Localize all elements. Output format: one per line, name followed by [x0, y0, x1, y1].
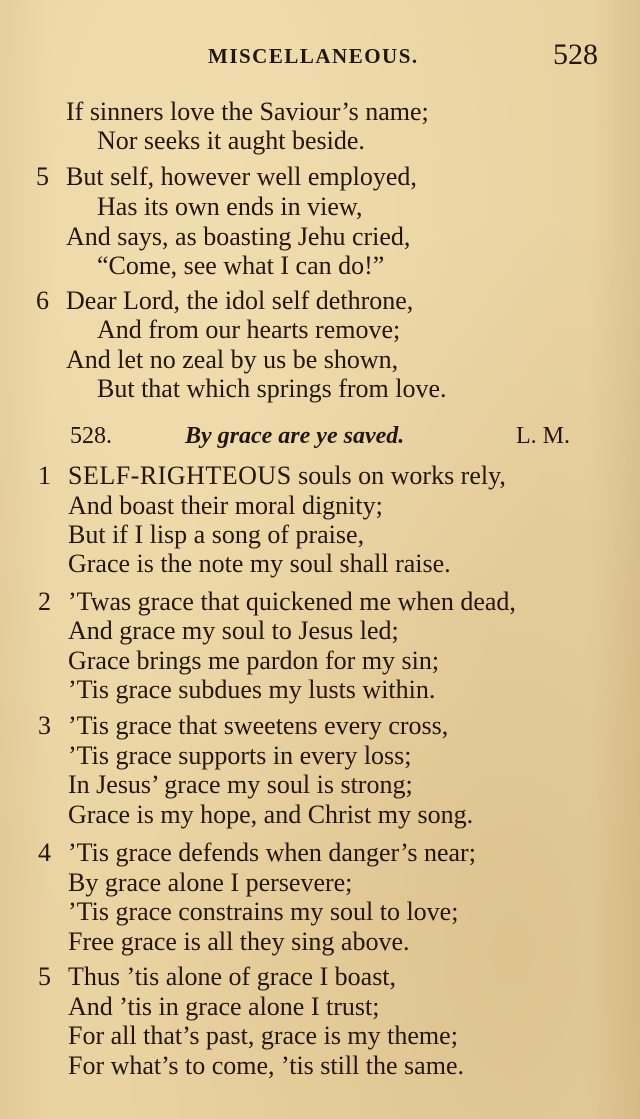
hymn-header: [0, 423, 640, 455]
running-header: [0, 38, 640, 78]
stanza-number: 3: [38, 711, 51, 740]
verse-line: In Jesus’ grace my soul is strong;: [68, 770, 413, 799]
verse-line: Grace is the note my soul shall raise.: [68, 549, 451, 578]
verse-line: And grace my soul to Jesus led;: [68, 616, 399, 645]
verse-line: Grace is my hope, and Christ my song.: [68, 800, 474, 829]
opening-word: SELF-RIGHTEOUS: [68, 461, 292, 490]
verse-line: But if I lisp a song of praise,: [68, 520, 365, 549]
verse-line: And ’tis in grace alone I trust;: [68, 992, 380, 1021]
hymn-title: By grace are ye saved.: [185, 423, 405, 449]
verse-line-first: [68, 461, 506, 491]
verse-line: Has its own ends in view,: [97, 192, 363, 221]
verse-line: ’Tis grace that sweetens every cross,: [68, 711, 449, 740]
verse-line: And let no zeal by us be shown,: [66, 345, 399, 374]
verse-line: Free grace is all they sing above.: [68, 927, 410, 956]
verse-line: ’Tis grace constrains my soul to love;: [68, 897, 459, 926]
verse-line: By grace alone I persevere;: [68, 868, 353, 897]
verse-line: For what’s to come, ’tis still the same.: [68, 1051, 464, 1080]
verse-line: Dear Lord, the idol self dethrone,: [66, 286, 414, 315]
stanza-number: 6: [36, 286, 49, 315]
verse-line: And from our hearts remove;: [97, 315, 401, 344]
verse-line: ’Tis grace defends when danger’s near;: [68, 838, 476, 867]
stanza-number: 1: [38, 461, 51, 490]
verse-line: ’Tis grace supports in every loss;: [68, 741, 412, 770]
verse-line: But that which springs from love.: [97, 374, 447, 403]
verse-line: Thus ’tis alone of grace I boast,: [68, 962, 397, 991]
verse-line: And says, as boasting Jehu cried,: [66, 222, 411, 251]
verse-line: Nor seeks it aught beside.: [97, 126, 365, 155]
verse-line: For all that’s past, grace is my theme;: [68, 1021, 458, 1050]
verse-line: If sinners love the Saviour’s name;: [66, 97, 429, 126]
verse-line: ’Tis grace subdues my lusts within.: [68, 675, 436, 704]
page-number: 528: [553, 38, 598, 71]
stanza-number: 2: [38, 587, 51, 616]
section-title: MISCELLANEOUS.: [208, 44, 419, 68]
verse-line: Grace brings me pardon for my sin;: [68, 646, 440, 675]
stanza-number: 5: [36, 162, 49, 191]
hymn-meter: L. M.: [516, 423, 570, 449]
stanza-number: 4: [38, 838, 51, 867]
verse-line: ’Twas grace that quickened me when dead,: [68, 587, 516, 616]
verse-line: But self, however well employed,: [66, 162, 417, 191]
verse-line-rest: souls on works rely,: [298, 461, 506, 490]
verse-line: “Come, see what I can do!”: [97, 251, 385, 280]
verse-line: And boast their moral dignity;: [68, 491, 383, 520]
stanza-number: 5: [38, 962, 51, 991]
hymn-number: 528.: [70, 423, 112, 449]
